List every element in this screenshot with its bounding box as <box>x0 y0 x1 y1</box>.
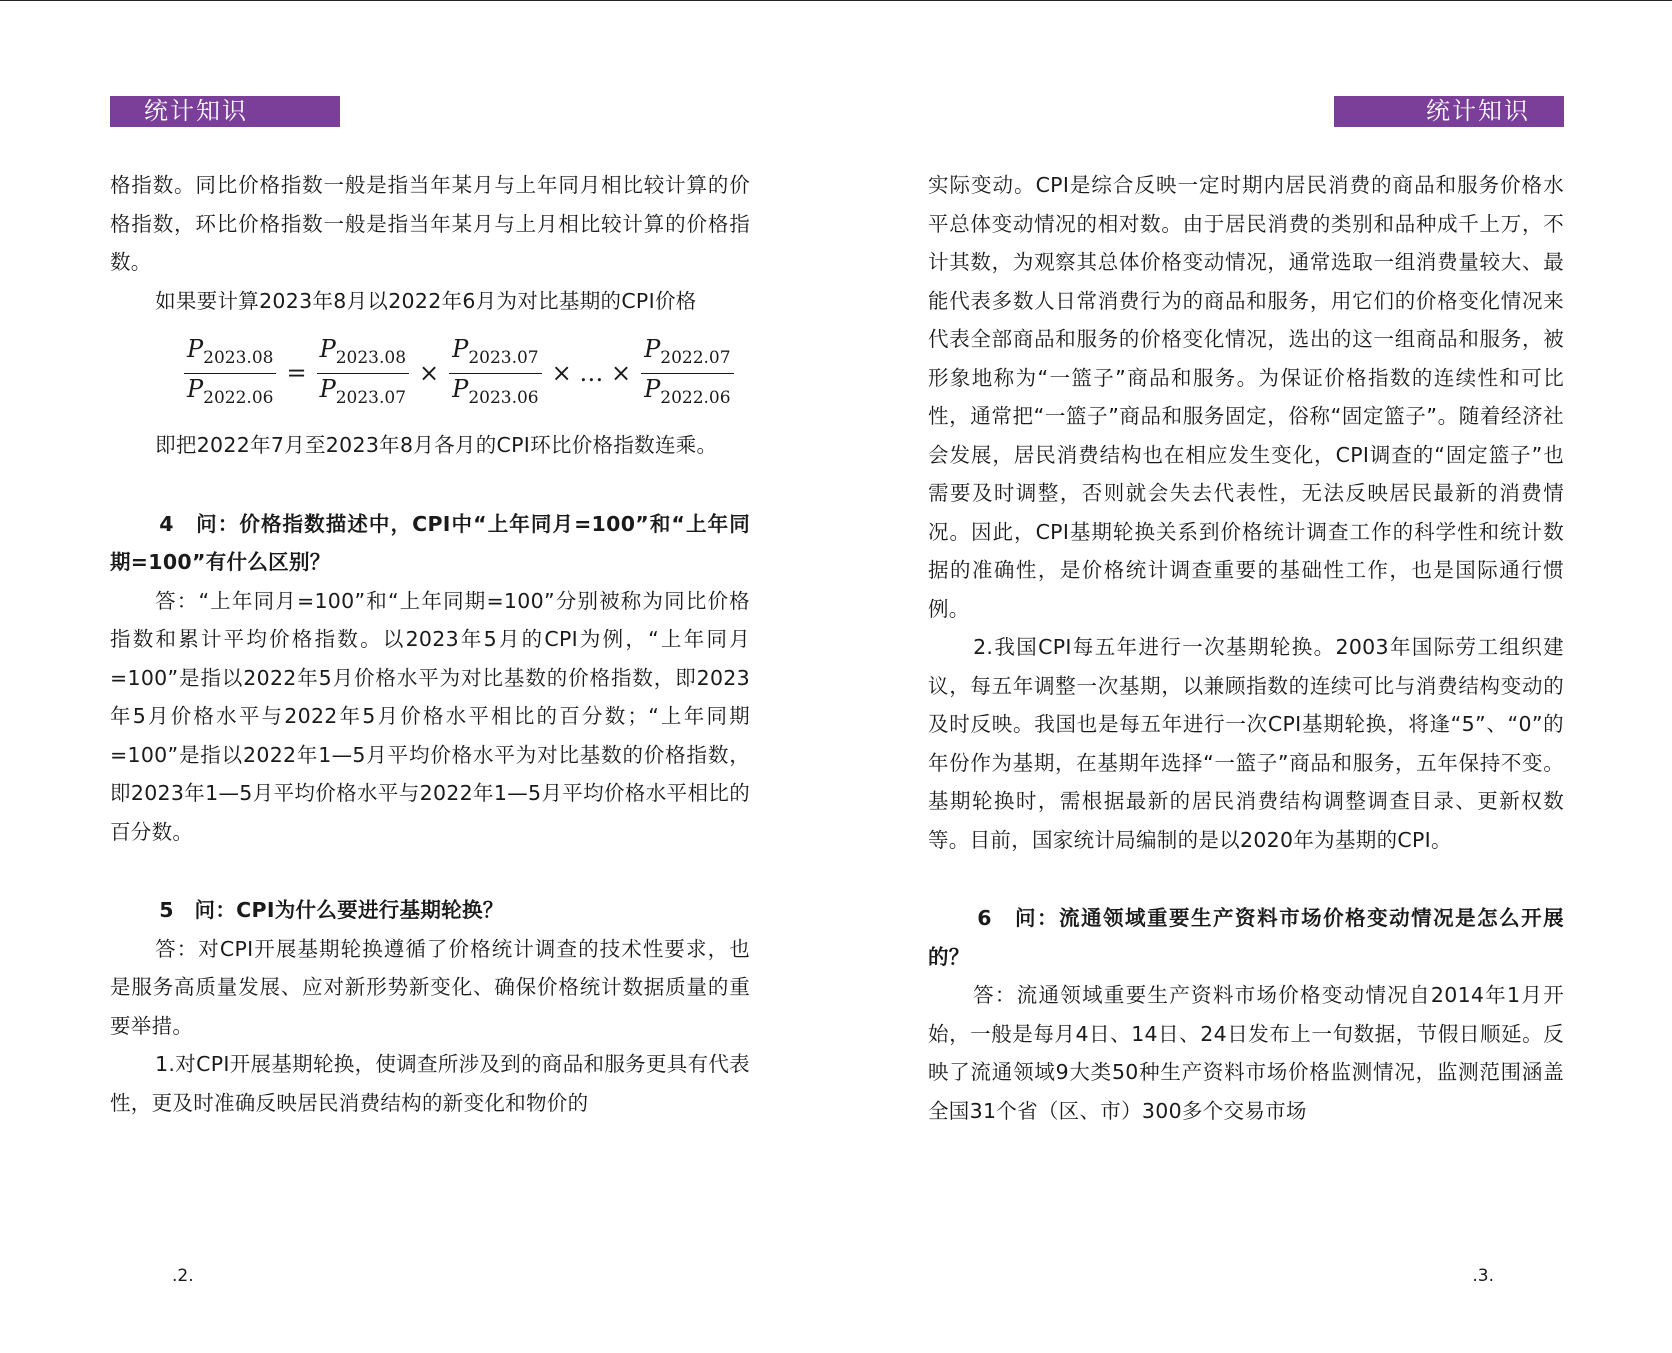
formula-fraction-2: $\frac{P_{2023.07}}{P_{2023.06}}$ <box>449 334 541 413</box>
left-page <box>110 0 750 1353</box>
answer-5-point-1: 1.对CPI开展基期轮换，使调查所涉及到的商品和服务更具有代表性，更及时准确反映居民消费结构的新变化和物价的 <box>110 1052 750 1115</box>
left-paragraph-1: 格指数。同比价格指数一般是指当年某月与上年同月相比较计算的价格指数，环比价格指数一般是指当年某月与上月相比较计算的价格指数。 <box>110 173 750 274</box>
right-paragraph-1: 实际变动。CPI是综合反映一定时期内居民消费的商品和服务价格水平总体变动情况的相对数。由于居民消费的类别和品种成千上万，不计其数，为观察其总体价格变动情况，通常选取一组消费量较大、最能代表多数人日常消费行为的商品和服务，用它们的价格变化情况来代表全部商品和服务的价格变化情况，选出的这一组商品和服务，被形象地称为“一篮子”商品和服务。为保证价格指数的连续性和可比性，通常把“一篮子”商品和服务固定，俗称“固定篮子”。随着经济社会发展，居民消费结构也在相应发生变化，CPI调查的“固定篮子”也需要及时调整，否则就会失去代表性，无法反映居民最新的消费情况。因此，CPI基期轮换关系到价格统计调查工作的科学性和统计数据的准确性，是价格统计调查重要的基础性工作，也是国际通行惯例。 <box>928 173 1564 621</box>
cpi-chain-formula <box>110 320 750 426</box>
left-page-text <box>110 166 750 1122</box>
formula-lhs-fraction: $\frac{P_{2023.08}}{P_{2022.06}}$ <box>184 334 276 413</box>
formula-fraction-3: $\frac{P_{2022.07}}{P_{2022.06}}$ <box>641 334 733 413</box>
left-paragraph-2: 如果要计算2023年8月以2022年6月为对比基期的CPI价格 <box>155 288 697 313</box>
formula-fraction-1: $\frac{P_{2023.08}}{P_{2023.07}}$ <box>317 334 409 413</box>
formula-equals: = <box>286 359 307 387</box>
right-page <box>928 0 1564 1353</box>
answer-4-paragraph: 答：“上年同月=100”和“上年同期=100”分别被称为同比价格指数和累计平均价格指数。以2023年5月的CPI为例，“上年同月=100”是指以2022年5月价格水平为对比基数的价格指数，即2023年5月价格水平与2022年5月价格水平相比的百分数；“上年同期=100”是指以2022年1—5月平均价格水平为对比基数的价格指数，即2023年1—5月平均价格水平与2022年1—5月平均价格水平相比的百分数。 <box>110 588 750 844</box>
answer-5-paragraph: 答：对CPI开展基期轮换遵循了价格统计调查的技术性要求，也是服务高质量发展、应对新形势新变化、确保价格统计数据质量的重要举措。 <box>110 936 750 1038</box>
answer-6-paragraph: 答：流通领域重要生产资料市场价格变动情况自2014年1月开始，一般是每月4日、14日、24日发布上一旬数据，节假日顺延。反映了流通领域9大类50种生产资料市场价格监测情况，监测范围涵盖全国31个省（区、市）300多个交易市场 <box>928 983 1564 1123</box>
question-4-heading: 4 问：价格指数描述中，CPI中“上年同月=100”和“上年同期=100”有什么区别？ <box>110 511 750 574</box>
right-page-number: .3. <box>1472 1266 1494 1286</box>
formula-times-1: × <box>419 359 440 387</box>
right-header-bar: 统计知识 <box>1334 96 1564 127</box>
formula-times-ellipsis: × … × <box>551 359 632 387</box>
left-paragraph-3: 即把2022年7月至2023年8月各月的CPI环比价格指数连乘。 <box>155 433 718 457</box>
left-page-number: .2. <box>172 1266 194 1286</box>
question-6-heading: 6 问：流通领域重要生产资料市场价格变动情况是怎么开展的？ <box>928 906 1564 969</box>
right-paragraph-2: 2.我国CPI每五年进行一次基期轮换。2003年国际劳工组织建议，每五年调整一次基期，以兼顾指数的连续可比与消费结构变动的及时反映。我国也是每五年进行一次CPI基期轮换，将逢“5”、“0”的年份作为基期，在基期年选择“一篮子”商品和服务，五年保持不变。基期轮换时，需根据最新的居民消费结构调整调查目录、更新权数等。目前，国家统计局编制的是以2020年为基期的CPI。 <box>928 635 1564 852</box>
left-header-bar: 统计知识 <box>110 96 340 127</box>
question-5-heading: 5 问：CPI为什么要进行基期轮换？ <box>159 898 504 922</box>
right-page-text <box>928 166 1564 1130</box>
